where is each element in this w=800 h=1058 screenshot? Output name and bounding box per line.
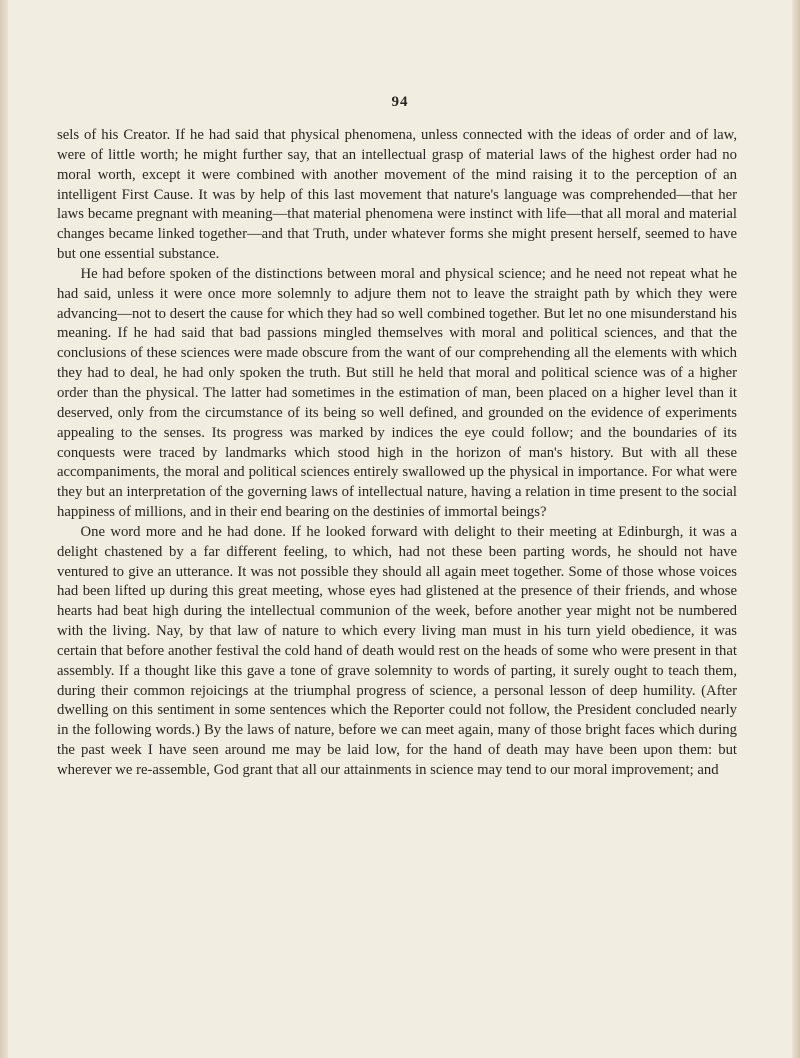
paragraph: He had before spoken of the distinctions between moral and physical science; and he need not repeat what he had said, unless it were once more solemnly to adjure them not to leave the straight path by which they were advancing—not to desert the cause for which they had so well combined together. But let no one misunderstand his meaning. If he had said that bad passions mingled themselves with moral and political sciences, and that the conclusions of these sciences were made obscure from the want of our comprehending all the elements with which they had to deal, he had only spoken the truth. But still he held that moral and political science was of a higher order than the physical. The latter had sometimes in the estimation of man, been placed on a higher level than it deserved, only from the circumstance of its being so well defined, and grounded on the evidence of experiments appealing to the senses. Its progress was marked by indices the eye could follow; and the boundaries of its conquests were traced by landmarks which stood high in the horizon of man's history. But with all these accompaniments, the moral and political sciences entirely swallowed up the physical in importance. For what were they but an interpretation of the governing laws of intellectual nature, having a relation in time present to the social happiness of millions, and in their end bearing on the destinies of immortal beings? [57, 265, 737, 521]
page-edge-left [0, 0, 8, 1058]
paragraph: One word more and he had done. If he looked forward with delight to their meeting at Edinburgh, it was a delight chastened by a far different feeling, to which, had not these been parting words, he should not have ventured to give an utterance. It was not possible they should all again meet together. Some of those whose voices had been lifted up during this great meeting, whose eyes had glistened at the presence of their friends, and whose hearts had beat high during the intellectual communion of the week, before another year might not be numbered with the living. Nay, by that law of nature to which every living man must in his turn yield obedience, it was certain that before another festival the cold hand of death would rest on the heads of some who were present in that assembly. If a thought like this gave a tone of grave solemnity to words of parting, it surely ought to teach them, during their common rejoicings at the triumphal progress of science, a personal lesson of deep humility. (After dwelling on this sentiment in some sentences which the Reporter could not follow, the President concluded nearly in the following words.) By the laws of nature, before we can meet again, many of those bright faces which during the past week I have seen around me may be laid low, for the hand of death may have been upon them: but wherever we re-assemble, God grant that all our attainments in science may tend to our moral improvement; and [57, 523, 737, 778]
body-text [57, 126, 737, 781]
paragraph: sels of his Creator. If he had said that physical phenomena, unless connected with the ideas of order and of law, were of little worth; he might further say, that an intellectual grasp of material laws of the highest order had no moral worth, except it were combined with another movement of the mind raising it to the perception of an intelligent First Cause. It was by help of this last movement that nature's language was comprehended—that her laws became pregnant with meaning—that material phenomena were instinct with life—that all moral and material changes became linked together—and that Truth, under whatever forms she might present herself, seemed to have but one essential substance. [57, 127, 737, 263]
page-number: 94 [391, 94, 409, 110]
page-edge-right [792, 0, 800, 1058]
